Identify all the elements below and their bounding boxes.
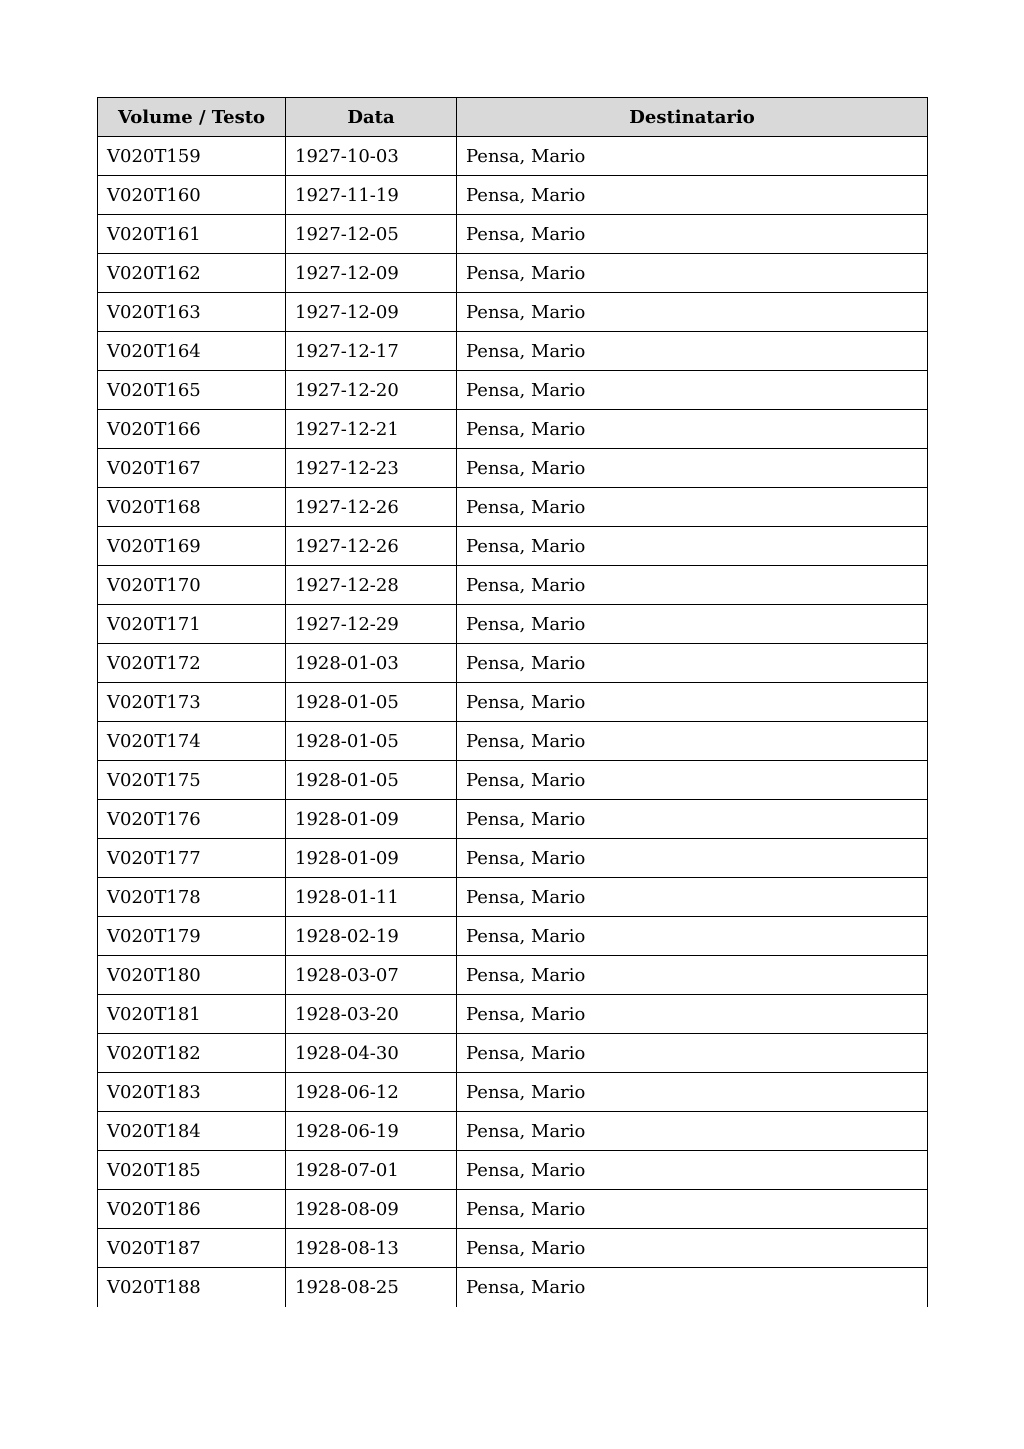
table-row [98, 449, 928, 488]
destinatario-cell: Pensa, Mario [457, 1229, 928, 1268]
volume-testo-cell: V020T171 [98, 605, 286, 644]
table-row [98, 917, 928, 956]
data-cell: 1927-12-28 [286, 566, 457, 605]
volume-testo-cell: V020T159 [98, 137, 286, 176]
data-cell: 1927-10-03 [286, 137, 457, 176]
data-cell: 1927-12-26 [286, 488, 457, 527]
data-cell: 1927-12-09 [286, 293, 457, 332]
data-cell: 1927-12-23 [286, 449, 457, 488]
destinatario-cell: Pensa, Mario [457, 566, 928, 605]
volume-testo-cell: V020T170 [98, 566, 286, 605]
data-cell: 1928-01-09 [286, 839, 457, 878]
volume-testo-cell: V020T187 [98, 1229, 286, 1268]
table-header [98, 98, 928, 137]
table-row [98, 1034, 928, 1073]
destinatario-cell: Pensa, Mario [457, 761, 928, 800]
volume-testo-cell: V020T185 [98, 1151, 286, 1190]
table-row [98, 1268, 928, 1307]
table-row [98, 800, 928, 839]
data-cell: 1928-08-13 [286, 1229, 457, 1268]
destinatario-cell: Pensa, Mario [457, 488, 928, 527]
destinatario-cell: Pensa, Mario [457, 293, 928, 332]
data-cell: 1928-02-19 [286, 917, 457, 956]
volume-testo-cell: V020T183 [98, 1073, 286, 1112]
table-row [98, 1151, 928, 1190]
destinatario-cell: Pensa, Mario [457, 1034, 928, 1073]
table-row [98, 995, 928, 1034]
destinatario-cell: Pensa, Mario [457, 137, 928, 176]
volume-testo-cell: V020T166 [98, 410, 286, 449]
destinatario-cell: Pensa, Mario [457, 449, 928, 488]
table-row [98, 761, 928, 800]
volume-testo-cell: V020T173 [98, 683, 286, 722]
table-row [98, 956, 928, 995]
table-row [98, 683, 928, 722]
table-row [98, 254, 928, 293]
table-row [98, 1190, 928, 1229]
destinatario-cell: Pensa, Mario [457, 800, 928, 839]
volume-testo-cell: V020T181 [98, 995, 286, 1034]
table-row [98, 527, 928, 566]
data-cell: 1928-01-11 [286, 878, 457, 917]
destinatario-cell: Pensa, Mario [457, 956, 928, 995]
data-cell: 1928-06-19 [286, 1112, 457, 1151]
data-cell: 1928-01-05 [286, 722, 457, 761]
data-cell: 1928-08-09 [286, 1190, 457, 1229]
data-cell: 1928-01-05 [286, 761, 457, 800]
table-row [98, 488, 928, 527]
table-row [98, 1073, 928, 1112]
volume-testo-cell: V020T174 [98, 722, 286, 761]
volume-testo-cell: V020T188 [98, 1268, 286, 1307]
table-row [98, 605, 928, 644]
volume-testo-cell: V020T160 [98, 176, 286, 215]
table-body [98, 137, 928, 1307]
letters-table [97, 97, 928, 1307]
volume-testo-cell: V020T165 [98, 371, 286, 410]
volume-testo-cell: V020T182 [98, 1034, 286, 1073]
destinatario-cell: Pensa, Mario [457, 995, 928, 1034]
destinatario-cell: Pensa, Mario [457, 332, 928, 371]
volume-testo-cell: V020T167 [98, 449, 286, 488]
volume-testo-cell: V020T161 [98, 215, 286, 254]
volume-testo-cell: V020T175 [98, 761, 286, 800]
table-row [98, 566, 928, 605]
destinatario-cell: Pensa, Mario [457, 371, 928, 410]
data-cell: 1928-03-20 [286, 995, 457, 1034]
data-cell: 1927-12-20 [286, 371, 457, 410]
column-header-data: Data [286, 98, 457, 137]
data-cell: 1928-08-25 [286, 1268, 457, 1307]
volume-testo-cell: V020T186 [98, 1190, 286, 1229]
table-row [98, 215, 928, 254]
data-cell: 1928-03-07 [286, 956, 457, 995]
table-row [98, 878, 928, 917]
data-cell: 1927-12-17 [286, 332, 457, 371]
table-row [98, 176, 928, 215]
destinatario-cell: Pensa, Mario [457, 605, 928, 644]
data-cell: 1927-12-05 [286, 215, 457, 254]
table-row [98, 137, 928, 176]
table-row [98, 1229, 928, 1268]
volume-testo-cell: V020T162 [98, 254, 286, 293]
data-cell: 1927-12-26 [286, 527, 457, 566]
destinatario-cell: Pensa, Mario [457, 1190, 928, 1229]
data-cell: 1927-12-21 [286, 410, 457, 449]
destinatario-cell: Pensa, Mario [457, 527, 928, 566]
destinatario-cell: Pensa, Mario [457, 215, 928, 254]
destinatario-cell: Pensa, Mario [457, 683, 928, 722]
table-row [98, 722, 928, 761]
data-cell: 1927-12-09 [286, 254, 457, 293]
table-row [98, 371, 928, 410]
volume-testo-cell: V020T176 [98, 800, 286, 839]
destinatario-cell: Pensa, Mario [457, 839, 928, 878]
data-cell: 1928-07-01 [286, 1151, 457, 1190]
volume-testo-cell: V020T180 [98, 956, 286, 995]
destinatario-cell: Pensa, Mario [457, 1112, 928, 1151]
table-row [98, 293, 928, 332]
data-cell: 1928-01-05 [286, 683, 457, 722]
volume-testo-cell: V020T184 [98, 1112, 286, 1151]
volume-testo-cell: V020T164 [98, 332, 286, 371]
volume-testo-cell: V020T178 [98, 878, 286, 917]
data-cell: 1928-01-09 [286, 800, 457, 839]
volume-testo-cell: V020T179 [98, 917, 286, 956]
destinatario-cell: Pensa, Mario [457, 644, 928, 683]
destinatario-cell: Pensa, Mario [457, 1151, 928, 1190]
header-row [98, 98, 928, 137]
destinatario-cell: Pensa, Mario [457, 917, 928, 956]
volume-testo-cell: V020T169 [98, 527, 286, 566]
destinatario-cell: Pensa, Mario [457, 878, 928, 917]
data-cell: 1928-04-30 [286, 1034, 457, 1073]
table-row [98, 332, 928, 371]
table-row [98, 1112, 928, 1151]
column-header-volume-testo: Volume / Testo [98, 98, 286, 137]
destinatario-cell: Pensa, Mario [457, 176, 928, 215]
data-cell: 1928-06-12 [286, 1073, 457, 1112]
table-row [98, 410, 928, 449]
volume-testo-cell: V020T172 [98, 644, 286, 683]
volume-testo-cell: V020T168 [98, 488, 286, 527]
destinatario-cell: Pensa, Mario [457, 722, 928, 761]
data-cell: 1927-12-29 [286, 605, 457, 644]
destinatario-cell: Pensa, Mario [457, 1073, 928, 1112]
volume-testo-cell: V020T163 [98, 293, 286, 332]
destinatario-cell: Pensa, Mario [457, 254, 928, 293]
volume-testo-cell: V020T177 [98, 839, 286, 878]
destinatario-cell: Pensa, Mario [457, 1268, 928, 1307]
table-row [98, 839, 928, 878]
column-header-destinatario: Destinatario [457, 98, 928, 137]
destinatario-cell: Pensa, Mario [457, 410, 928, 449]
data-cell: 1928-01-03 [286, 644, 457, 683]
data-cell: 1927-11-19 [286, 176, 457, 215]
table-row [98, 644, 928, 683]
